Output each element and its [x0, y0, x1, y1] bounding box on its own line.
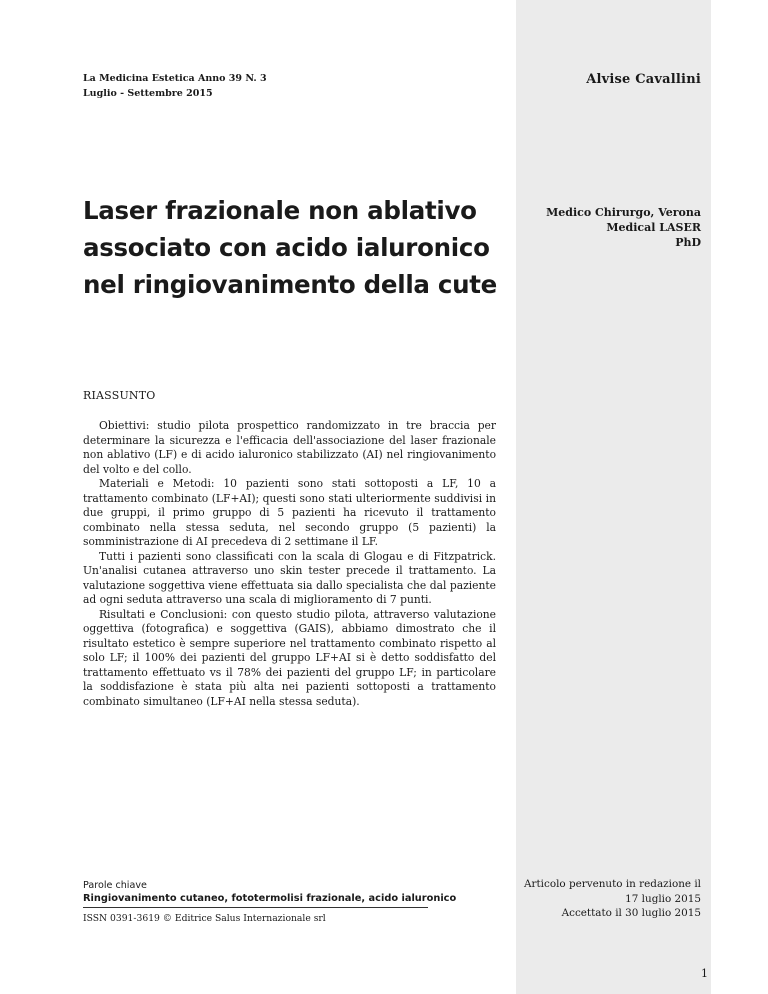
article-title — [83, 192, 503, 303]
keywords-label: Parole chiave — [83, 880, 147, 891]
keywords-text: Ringiovanimento cutaneo, fototermolisi frazionale, acido ialuronico — [83, 893, 428, 908]
accepted-date: Accettato il 30 luglio 2015 — [561, 907, 701, 919]
author-affiliation — [516, 205, 701, 250]
journal-info — [83, 71, 383, 101]
abstract-paragraph-methods: Materiali e Metodi: 10 pazienti sono stati sottoposti a LF, 10 a trattamento combinato (LF+AI); questi sono stati ulteriormente suddivisi in due gruppi, il primo gruppo di 5 pazienti ha ricevuto il trattamento combinato nella stessa seduta, nel secondo gruppo (5 pazienti) la somministrazione di AI precedeva di 2 settimane il LF. — [83, 477, 496, 548]
affiliation-line: Medico Chirurgo, Verona — [546, 206, 701, 219]
author-name: Alvise Cavallini — [586, 72, 701, 87]
abstract-paragraph-classification: Tutti i pazienti sono classificati con la scala di Glogau e di Fitzpatrick. Un'analisi cutanea attraverso uno skin tester precede il trattamento. La valutazione soggettiva viene effettuata sia dallo specialista che dal paziente ad ogni seduta attraverso una scala di miglioramento di 7 punti. — [83, 549, 496, 606]
abstract-heading: RIASSUNTO — [83, 389, 156, 402]
abstract-paragraph-objectives: Obiettivi: studio pilota prospettico randomizzato in tre braccia per determinare la sicurezza e l'efficacia dell'associazione del laser frazionale non ablativo (LF) e di acido ialuronico stabilizzato (AI) nel ringiovanimento del volto e del collo. — [83, 419, 496, 476]
title-line: nel ringiovanimento della cute — [83, 270, 497, 299]
title-line: Laser frazionale non ablativo — [83, 196, 477, 225]
title-line: associato con acido ialuronico — [83, 233, 490, 262]
received-date: 17 luglio 2015 — [625, 892, 701, 905]
affiliation-line: Medical LASER — [606, 221, 701, 234]
journal-date: Luglio - Settembre 2015 — [83, 88, 213, 99]
received-info — [516, 877, 701, 921]
journal-issue: La Medicina Estetica Anno 39 N. 3 — [83, 73, 267, 84]
abstract-body — [83, 419, 496, 709]
issn-copyright: ISSN 0391-3619 © Editrice Salus Internazionale srl — [83, 913, 326, 924]
page-number: 1 — [701, 967, 708, 980]
sidebar-panel — [516, 0, 711, 994]
received-line: Articolo pervenuto in redazione il — [524, 878, 701, 890]
affiliation-line: PhD — [675, 236, 701, 249]
abstract-paragraph-results: Risultati e Conclusioni: con questo studio pilota, attraverso valutazione oggettiva (fotografica) e soggettiva (GAIS), abbiamo dimostrato che il risultato estetico è sempre superiore nel trattamento combinato rispetto al solo LF; il 100% dei pazienti del gruppo LF+AI si è detto soddisfatto del trattamento effettuato vs il 78% dei pazienti del gruppo LF; in particolare la soddisfazione è stata più alta nei pazienti sottoposti a trattamento combinato simultaneo (LF+AI nella stessa seduta). — [83, 607, 496, 708]
